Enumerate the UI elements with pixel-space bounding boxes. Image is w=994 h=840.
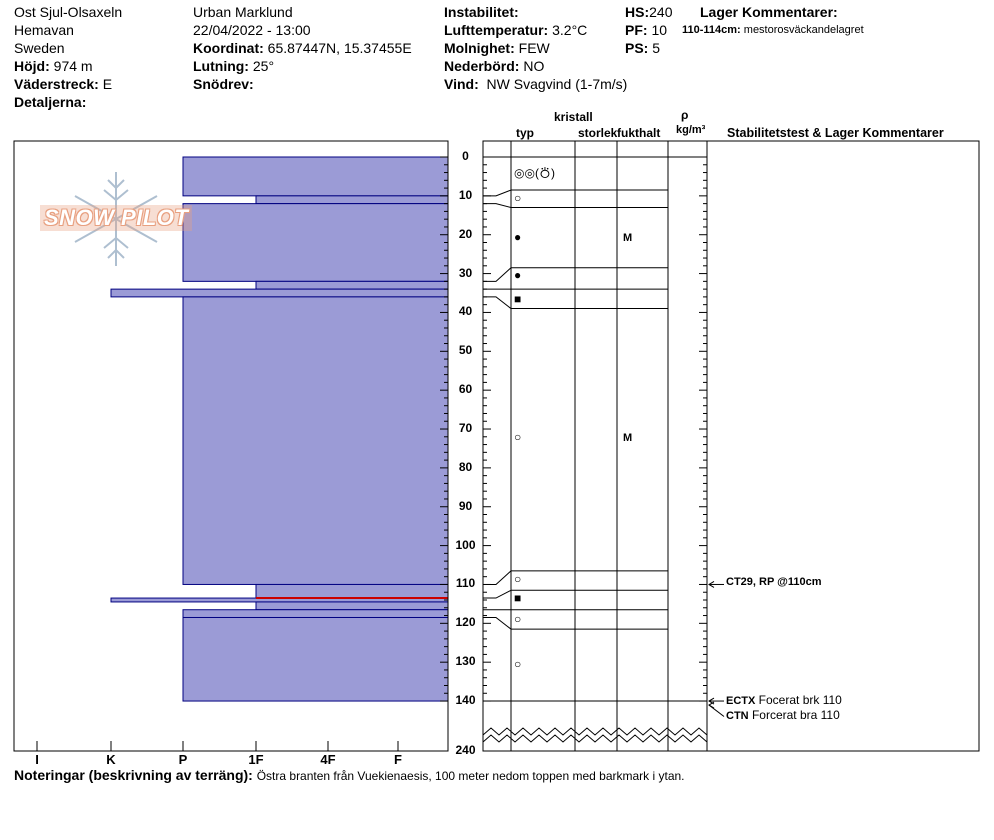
moisture-0: M <box>623 231 633 244</box>
col-type: typ <box>516 126 534 140</box>
depth-label: 10 <box>458 187 473 202</box>
stability-test-code: ECTX <box>726 695 756 708</box>
layer-3 <box>256 281 448 289</box>
layer-comment-text: mestorosväckandelagret <box>743 24 864 36</box>
stability-arrows <box>709 581 724 716</box>
slope-value: 25° <box>252 58 275 74</box>
pf-label: PF: <box>625 22 648 38</box>
grain-symbol-5: ○ <box>514 429 522 444</box>
ps-label: PS: <box>625 40 649 56</box>
air-temp-value: 3.2°C <box>552 22 588 38</box>
hardness-label-F: F <box>394 752 402 767</box>
coord-label: Koordinat: <box>193 40 264 56</box>
break-zigzag-upper <box>483 728 707 735</box>
instability-label: Instabilitet: <box>444 4 519 20</box>
depth-label: 70 <box>458 421 473 436</box>
stability-test-text: Focerat brk 110 <box>755 693 842 708</box>
depth-label-bottom: 240 <box>455 743 476 757</box>
layer-1 <box>256 196 448 204</box>
stability-test-2 <box>726 708 840 722</box>
connector-0 <box>483 190 511 196</box>
aspect-label: Väderstreck: <box>14 76 99 92</box>
grain-symbol-4: ■ <box>514 291 522 306</box>
connector-4 <box>483 297 511 309</box>
cloud-value: FEW <box>518 40 550 56</box>
location: Ost Sjul-Olsaxeln <box>14 4 123 20</box>
depth-label: 110 <box>455 576 476 591</box>
precip-label: Nederbörd: <box>444 58 520 74</box>
layer-0 <box>183 157 448 196</box>
depth-label: 30 <box>458 265 473 280</box>
grain-symbol-2: ● <box>514 229 522 244</box>
cloud-label: Molnighet: <box>444 40 515 56</box>
col-moisture: fukthalt <box>617 126 661 140</box>
terrain-notes <box>14 767 685 783</box>
depth-label: 100 <box>455 537 476 552</box>
depth-label: 130 <box>455 654 476 669</box>
wind-value: NW Svagvind (1-7m/s) <box>486 76 628 92</box>
notes-label: Noteringar (beskrivning av terräng): <box>14 767 253 783</box>
slope-label: Lutning: <box>193 58 249 74</box>
col-stability: Stabilitetstest & Lager Kommentarer <box>727 126 944 140</box>
layer-9 <box>183 610 448 618</box>
depth-label: 0 <box>462 149 469 163</box>
hardness-label-K: K <box>106 752 116 767</box>
depth-label: 80 <box>458 459 473 474</box>
stability-test-code: CTN <box>726 710 749 723</box>
aspect-value: E <box>102 76 113 92</box>
layer-5 <box>183 297 448 585</box>
depth-label: 140 <box>455 693 476 708</box>
moisture-1: M <box>623 431 633 444</box>
grain-symbol-1: ○ <box>514 190 522 205</box>
connector-1 <box>483 204 511 208</box>
grain-symbol-3: ● <box>514 268 522 283</box>
elevation-label: Höjd: <box>14 58 50 74</box>
coord-value: 65.87447N, 15.37455E <box>267 40 412 56</box>
layer-comment-range: 110-114cm: <box>682 24 741 36</box>
layer-comments-title: Lager Kommentarer: <box>700 4 838 20</box>
depth-label: 20 <box>458 226 473 241</box>
hs-value: 240 <box>649 4 673 20</box>
grain-symbol-6: ○ <box>514 571 522 586</box>
datetime: 22/04/2022 - 13:00 <box>193 22 311 38</box>
frames <box>14 141 979 751</box>
layer-4 <box>111 289 448 297</box>
air-temp-label: Lufttemperatur: <box>444 22 549 38</box>
depth-label: 90 <box>458 498 473 513</box>
elevation-value: 974 m <box>53 58 93 74</box>
grain-symbol-0: ◎◎(⛣) <box>514 166 555 181</box>
hardness-label-1F: 1F <box>248 752 264 767</box>
stability-test-text: Forcerat bra 110 <box>748 708 840 723</box>
grain-symbol-7: ■ <box>514 591 522 605</box>
break-zigzag-lower <box>483 735 707 742</box>
layer-6 <box>256 584 448 598</box>
details-label: Detaljerna: <box>14 94 87 110</box>
connector-2 <box>483 268 511 282</box>
col-crystal: kristall <box>554 110 593 124</box>
region: Hemavan <box>14 22 74 38</box>
wind-label: Vind: <box>444 76 479 92</box>
connector-6 <box>483 590 511 598</box>
notes-text: Östra branten från Vuekienaesis, 100 meter nedom toppen med barkmark i ytan. <box>256 769 685 783</box>
connector-5 <box>483 571 511 585</box>
layer-8 <box>256 602 448 610</box>
country: Sweden <box>14 40 65 56</box>
depth-label: 60 <box>458 382 473 397</box>
stability-test-code: CT29, RP @110cm <box>726 576 822 589</box>
grain-symbol-9: ○ <box>514 657 522 672</box>
snowpilot-logo: SNOW PILOT <box>40 205 192 231</box>
hardness-label-P: P <box>178 752 188 767</box>
precip-value: NO <box>523 58 545 74</box>
observer: Urban Marklund <box>193 4 293 20</box>
col-density-unit: kg/m³ <box>676 124 706 136</box>
grain-symbol-8: ○ <box>514 612 522 627</box>
col-size: storlek <box>578 126 618 140</box>
hs-label: HS: <box>625 4 650 20</box>
drift-label: Snödrev: <box>193 76 254 92</box>
depth-label: 120 <box>455 615 476 630</box>
stability-test-1 <box>726 693 842 707</box>
depth-label: 50 <box>458 343 473 358</box>
pf-value: 10 <box>651 22 668 38</box>
ps-value: 5 <box>652 40 661 56</box>
layer-2 <box>183 204 448 282</box>
hardness-label-I: I <box>35 752 39 767</box>
col-rho: ρ <box>681 108 689 122</box>
depth-label: 40 <box>458 304 473 319</box>
profile-frame <box>483 141 979 751</box>
hardness-label-4F: 4F <box>320 752 336 767</box>
hardness-layers <box>111 157 448 701</box>
stability-test-0 <box>726 576 822 588</box>
layer-10 <box>183 617 448 701</box>
